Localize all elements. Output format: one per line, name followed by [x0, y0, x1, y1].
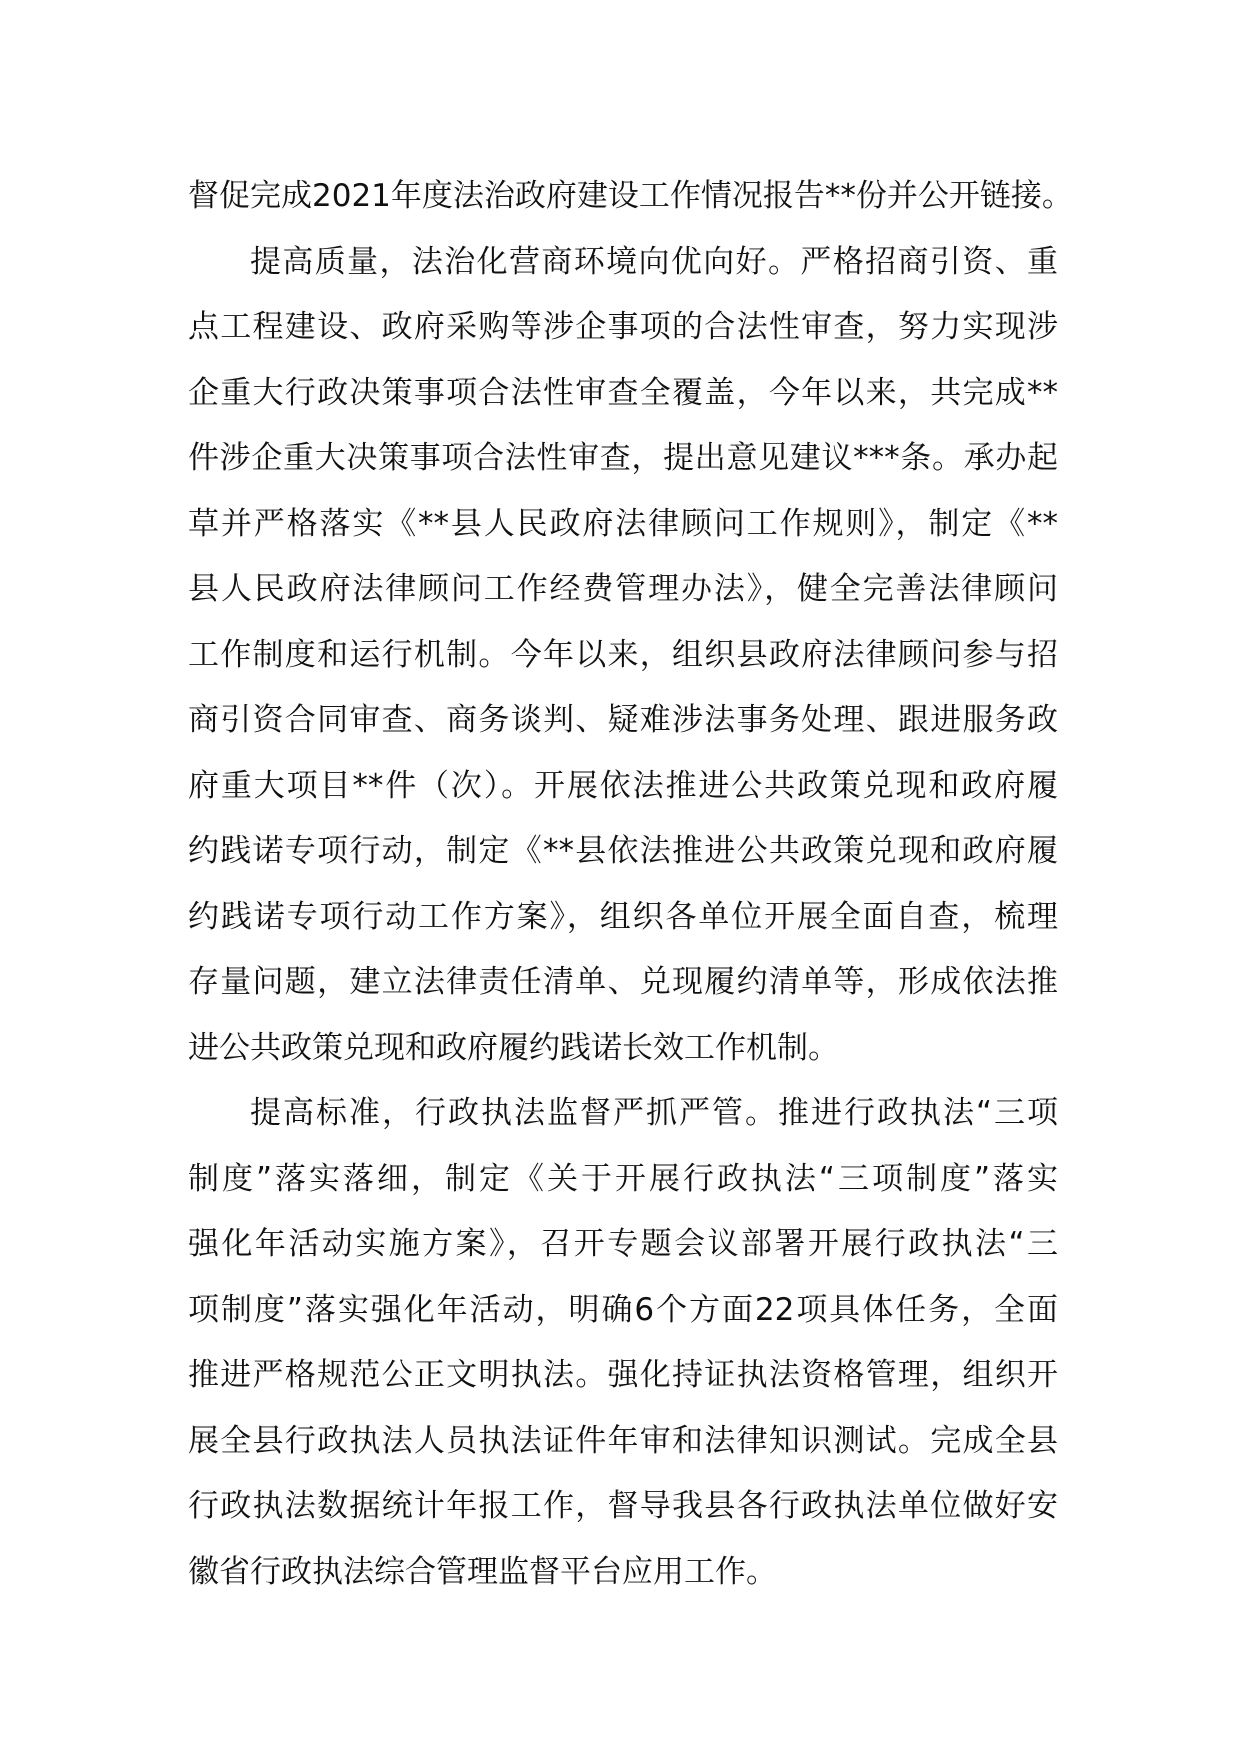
text-line-12: 约践诺专项行动工作方案》，组织各单位开展全面自查，梳理 [188, 898, 1058, 935]
text-line-17: 强化年活动实施方案》，召开专题会议部署开展行政执法“三 [188, 1226, 1058, 1262]
text-line-7: 县人民政府法律顾问工作经费管理办法》，健全完善法律顾问 [188, 571, 1058, 607]
text-line-4: 企重大行政决策事项合法性审查全覆盖，今年以来，共完成** [188, 374, 1058, 411]
text-line-20: 展全县行政执法人员执法证件年审和法律知识测试。完成全县 [188, 1422, 1058, 1459]
text-line-16: 制度”落实落细，制定《关于开展行政执法“三项制度”落实 [188, 1160, 1058, 1197]
body-text [188, 164, 1073, 1605]
text-line-22: 徽省行政执法综合管理监督平台应用工作。 [188, 1553, 777, 1590]
text-line-13: 存量问题，建立法律责任清单、兑现履约清单等，形成依法推 [188, 964, 1058, 1000]
text-line-19: 推进严格规范公正文明执法。强化持证执法资格管理，组织开 [188, 1357, 1058, 1393]
text-line-10: 府重大项目**件（次）。开展依法推进公共政策兑现和政府履 [188, 767, 1058, 804]
text-line-14: 进公共政策兑现和政府履约践诺长效工作机制。 [188, 1029, 839, 1066]
text-line-11: 约践诺专项行动，制定《**县依法推进公共政策兑现和政府履 [188, 833, 1058, 869]
text-line-18: 项制度”落实强化年活动，明确6个方面22项具体任务，全面 [188, 1291, 1058, 1328]
text-line-9: 商引资合同审查、商务谈判、疑难涉法事务处理、跟进服务政 [188, 702, 1058, 738]
text-line-15: 提高标准，行政执法监督严抓严管。推进行政执法“三项 [250, 1095, 1058, 1131]
text-line-2: 提高质量，法治化营商环境向优向好。严格招商引资、重 [250, 243, 1058, 280]
text-line-5: 件涉企重大决策事项合法性审查，提出意见建议***条。承办起 [188, 440, 1058, 476]
text-line-3: 点工程建设、政府采购等涉企事项的合法性审查，努力实现涉 [188, 309, 1058, 345]
text-line-6: 草并严格落实《**县人民政府法律顾问工作规则》，制定《** [188, 505, 1058, 542]
text-line-8: 工作制度和运行机制。今年以来，组织县政府法律顾问参与招 [188, 636, 1058, 673]
text-line-21: 行政执法数据统计年报工作，督导我县各行政执法单位做好安 [188, 1488, 1058, 1524]
text-line-1: 督促完成2021年度法治政府建设工作情况报告**份并公开链接。 [188, 178, 1073, 214]
